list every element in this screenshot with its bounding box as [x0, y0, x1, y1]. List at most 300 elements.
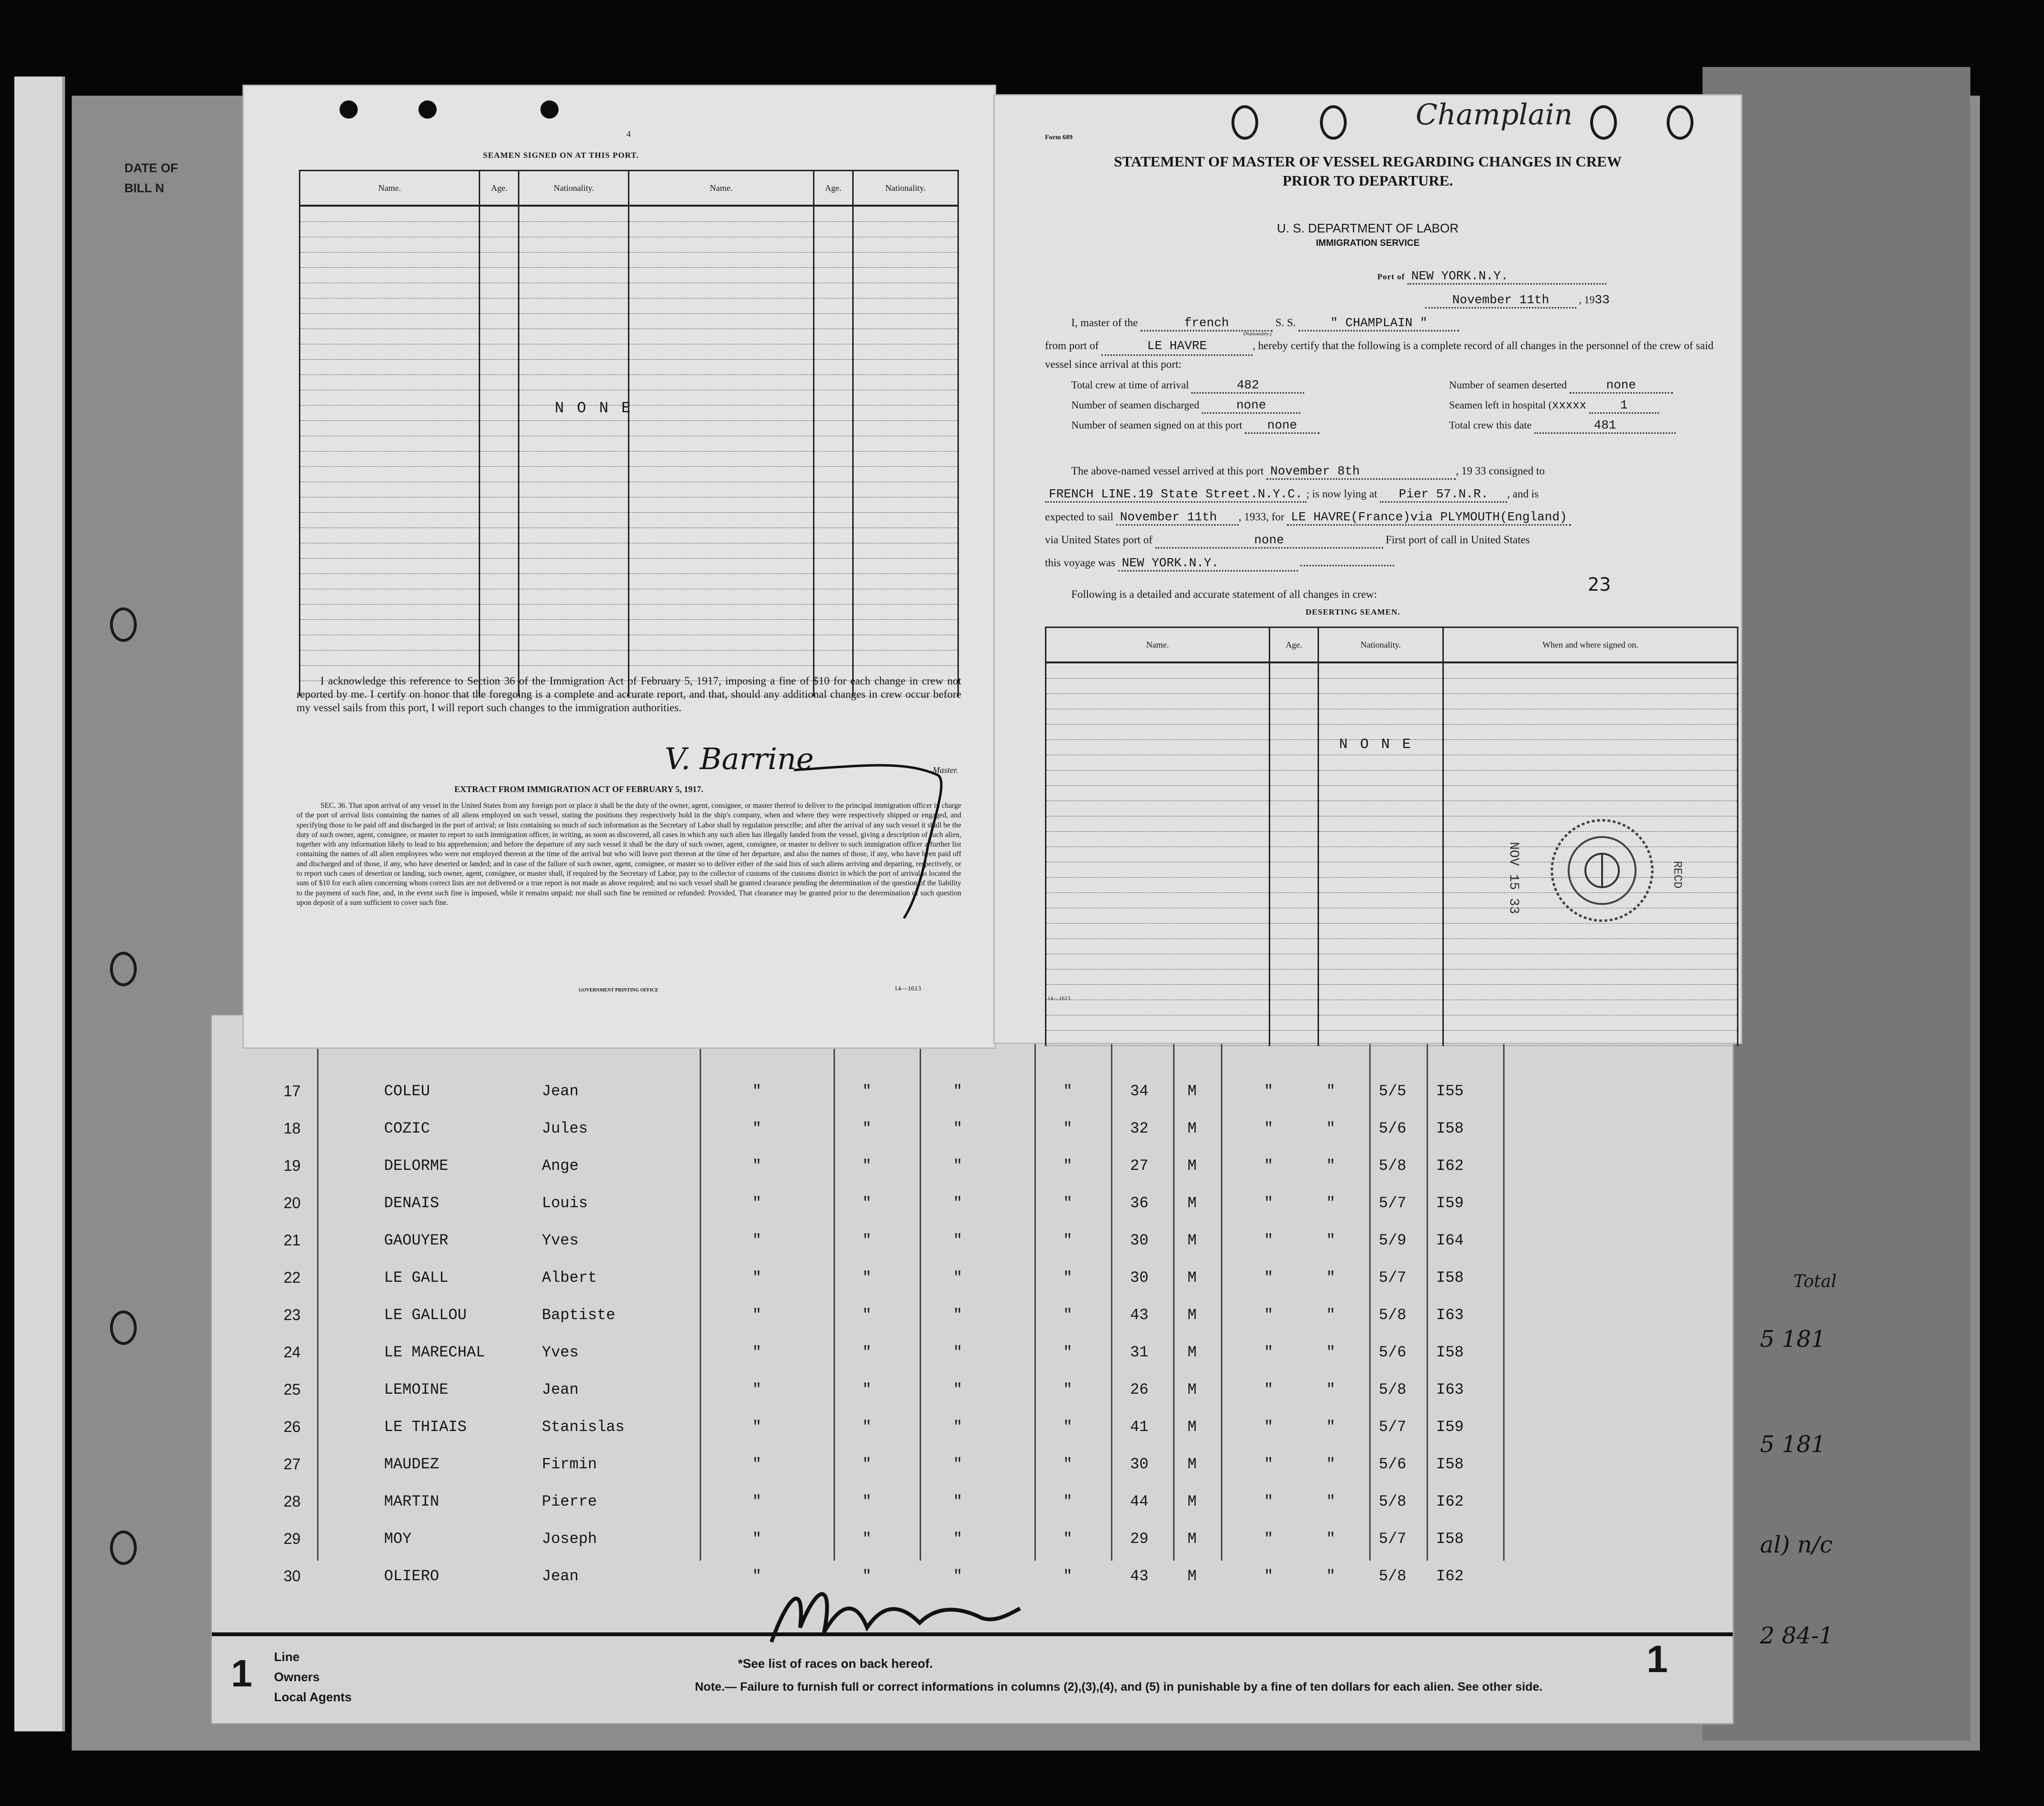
- sex: M: [1187, 1567, 1197, 1585]
- stat-label: Seamen left in hospital (: [1449, 399, 1552, 411]
- ditto-mark: ": [953, 1418, 963, 1436]
- left-header-date: DATE OF: [124, 161, 178, 175]
- ditto-mark: ": [862, 1269, 872, 1287]
- given-name: Ange: [542, 1157, 579, 1175]
- ditto-mark: ": [1264, 1567, 1274, 1585]
- age: 36: [1130, 1194, 1149, 1212]
- line-number: 27: [284, 1455, 301, 1473]
- signed-date: 5/7: [1379, 1530, 1407, 1548]
- code: I55: [1436, 1082, 1464, 1100]
- punch-ring: [1667, 105, 1693, 140]
- ditto-mark: ": [752, 1120, 762, 1137]
- ditto-mark: ": [1063, 1567, 1073, 1585]
- and-is-label: , and is: [1507, 488, 1539, 500]
- form-subtitle: PRIOR TO DEPARTURE.: [1282, 172, 1453, 189]
- destination-value: LE HAVRE(France)via PLYMOUTH(England): [1287, 510, 1571, 526]
- column-header-name: Name.: [1046, 628, 1270, 663]
- signed-date: 5/5: [1379, 1082, 1407, 1100]
- ditto-mark: ": [1326, 1381, 1336, 1399]
- extract-title: EXTRACT FROM IMMIGRATION ACT OF FEBRUARY 5, 1917.: [454, 784, 703, 794]
- code: I62: [1436, 1567, 1464, 1585]
- official-signature: [762, 1570, 1030, 1656]
- nationality-value: french: [1141, 316, 1273, 331]
- following-label: Following is a detailed and accurate statement of all changes in crew:: [1071, 588, 1377, 600]
- nationality-caption: (Nationality.): [1243, 331, 1272, 337]
- stat-struck-text: xxxxx: [1552, 399, 1587, 412]
- line-number: 28: [284, 1493, 301, 1510]
- punch-ring: [110, 607, 137, 642]
- ditto-mark: ": [1326, 1418, 1336, 1436]
- given-name: Albert: [542, 1269, 597, 1287]
- arrival-line: [1071, 464, 1545, 480]
- ditto-mark: ": [752, 1493, 762, 1510]
- footer-rule: [212, 1632, 1733, 1636]
- column-header-age: Age.: [480, 171, 519, 206]
- surname: LE THIAIS: [384, 1418, 467, 1436]
- age: 29: [1130, 1530, 1149, 1548]
- ditto-mark: ": [752, 1269, 762, 1287]
- expected-label: expected to sail: [1045, 511, 1114, 523]
- age: 44: [1130, 1493, 1149, 1510]
- extract-text: SEC. 36. That upon arrival of any vessel in the United States from any foreign port or place it shall be the duty of the owner, agent, consignee, or master thereof to deliver to the principal immigration officer in charge of the port of arrival lists containing the names of all aliens employed on such vessel, stating the positions they respectively hold in the ship's company, when and where they were respectively shipped or engaged, and specifying those to be paid off and discharged in the port of arrival; or lists containing so much of such information as the Secretary of Labor shall by regulation prescribe; and after the arrival of any such vessel it shall be the duty of such owner, agent, consignee, or master to report to such immigration officer, in writing, as soon as discovered, all cases in which any such alien has illegally landed from the vessel, giving a description of such alien, together with any information likely to lead to his apprehension; and before the departure of any such vessel it shall be the duty of such owner, agent, consignee, or master to deliver to such immigration officer a further list containing the names of all alien employees who were not employed thereon at the time of the arrival but who will leave port thereon at the time of her departure, and also the names of those, if any, who have been paid off and discharged and of those, if any, who have deserted or landed; and in case of the failure of such owner, agent, consignee, or master so to deliver either of the said lists of such aliens arriving and departing, respectively, or to report such cases of desertion or landing, such owner, agent, consignee, or master shall, if required by the Secretary of Labor, pay to the collector of customs of the customs district in which the port of arrival is located the sum of $10 for each alien concerning whom correct lists are not delivered or a true report is not made as above required; and no such vessel shall be granted clearance pending the determination of the question of the liability to the payment of such fine, and, in the event such fine is imposed, while it remains unpaid; nor shall such fine be remitted or refunded: Provided, That clearance may be granted prior to the determination of such question upon deposit of a sum sufficient to cover such fine.: [297, 802, 961, 907]
- punch-hole: [418, 100, 437, 119]
- ditto-mark: ": [1063, 1269, 1073, 1287]
- line-number: 19: [284, 1157, 301, 1174]
- master-signature: V. Barrine: [665, 741, 814, 776]
- surname: OLIERO: [384, 1567, 440, 1585]
- statement-of-master-page: [995, 96, 1741, 1043]
- age: 43: [1130, 1567, 1149, 1585]
- ditto-mark: ": [1063, 1306, 1073, 1324]
- ditto-mark: ": [1063, 1232, 1073, 1249]
- surname: COZIC: [384, 1120, 430, 1137]
- consignee-line: [1045, 487, 1538, 503]
- signed-date: 5/9: [1379, 1232, 1407, 1249]
- ditto-mark: ": [1264, 1418, 1274, 1436]
- left-header-bill: BILL N: [124, 181, 165, 195]
- stat-signed-on: [1071, 418, 1319, 434]
- master-label: Master.: [933, 765, 958, 775]
- ditto-mark: ": [953, 1082, 963, 1100]
- table-row: [212, 1222, 1733, 1259]
- line-number: 23: [284, 1306, 301, 1323]
- code: I62: [1436, 1157, 1464, 1175]
- ditto-mark: ": [752, 1157, 762, 1175]
- ditto-mark: ": [953, 1306, 963, 1324]
- page-title: SEAMEN SIGNED ON AT THIS PORT.: [483, 151, 639, 160]
- table-row: [212, 1073, 1733, 1110]
- stat-deserted: [1449, 378, 1673, 394]
- signed-date: 5/8: [1379, 1567, 1407, 1585]
- ditto-mark: ": [1264, 1455, 1274, 1473]
- age: 30: [1130, 1455, 1149, 1473]
- ditto-mark: ": [1326, 1455, 1336, 1473]
- surname: LE GALLOU: [384, 1306, 467, 1324]
- note-prefix: Note.—: [695, 1680, 737, 1694]
- received-stamp-seal: [1545, 813, 1659, 928]
- stat-value: 481: [1534, 418, 1676, 434]
- sail-year: , 1933, for: [1238, 511, 1285, 523]
- page-count: 23: [1588, 574, 1611, 595]
- signed-date: 5/6: [1379, 1120, 1407, 1137]
- form-number: Form 689: [1045, 134, 1073, 141]
- deserting-none-stamp: N O N E: [1339, 737, 1413, 753]
- punch-ring: [110, 952, 137, 986]
- printer-line: GOVERNMENT PRINTING OFFICE: [579, 988, 659, 993]
- left-header: [124, 158, 178, 198]
- stat-label: Total crew this date: [1449, 419, 1532, 431]
- line-number: 29: [284, 1530, 301, 1547]
- stat-label: Total crew at time of arrival: [1071, 379, 1189, 391]
- received-stamp-date: NOV 15 33: [1506, 842, 1521, 914]
- punch-ring: [110, 1310, 137, 1345]
- code: I58: [1436, 1530, 1464, 1548]
- ditto-mark: ": [1264, 1493, 1274, 1510]
- ditto-mark: ": [953, 1232, 963, 1249]
- table-row: [212, 1110, 1733, 1147]
- page-number: 4: [626, 129, 631, 139]
- ditto-mark: ": [1326, 1120, 1336, 1137]
- master-line: [1071, 316, 1459, 331]
- form-code: 14—1613: [894, 985, 921, 992]
- ship-value: " CHAMPLAIN ": [1298, 316, 1459, 331]
- ditto-mark: ": [752, 1082, 762, 1100]
- given-name: Firmin: [542, 1455, 597, 1473]
- column-header-signed-on: When and where signed on.: [1443, 628, 1737, 663]
- ditto-mark: ": [1326, 1567, 1336, 1585]
- column-header-nationality: Nationality.: [519, 171, 629, 206]
- code: I58: [1436, 1120, 1464, 1137]
- pier-value: Pier 57.N.R.: [1380, 487, 1507, 503]
- signed-date: 5/6: [1379, 1343, 1407, 1361]
- date-line: [1425, 293, 1610, 308]
- first-port-label: First port of call in United States: [1385, 534, 1530, 546]
- ditto-mark: ": [1063, 1120, 1073, 1137]
- code: I59: [1436, 1418, 1464, 1436]
- form-code: 14—1613: [1047, 995, 1070, 1002]
- ditto-mark: ": [1264, 1381, 1274, 1399]
- ditto-mark: ": [862, 1157, 872, 1175]
- ditto-mark: ": [1326, 1343, 1336, 1361]
- none-stamp: N O N E: [555, 399, 633, 417]
- ditto-mark: ": [1063, 1157, 1073, 1175]
- ss-label: S. S.: [1275, 317, 1296, 329]
- ditto-mark: ": [862, 1381, 872, 1399]
- margin-total: 5 181: [1760, 1326, 1826, 1353]
- signed-date: 5/7: [1379, 1269, 1407, 1287]
- ditto-mark: ": [752, 1343, 762, 1361]
- ditto-mark: ": [1326, 1306, 1336, 1324]
- ditto-mark: ": [752, 1306, 762, 1324]
- punch-hole: [540, 100, 559, 119]
- line-number: 24: [284, 1343, 301, 1361]
- ditto-mark: ": [1264, 1269, 1274, 1287]
- ditto-mark: ": [1264, 1232, 1274, 1249]
- ditto-mark: ": [1326, 1269, 1336, 1287]
- arrived-year: , 19 33: [1456, 465, 1486, 477]
- sex: M: [1187, 1306, 1197, 1324]
- surname: MARTIN: [384, 1493, 440, 1510]
- ditto-mark: ": [953, 1567, 963, 1585]
- age: 43: [1130, 1306, 1149, 1324]
- voyage-label: this voyage was: [1045, 557, 1115, 569]
- ditto-mark: ": [1326, 1232, 1336, 1249]
- surname: DELORME: [384, 1157, 449, 1175]
- blank-field: [1300, 565, 1394, 566]
- stat-total-date: [1449, 418, 1676, 434]
- ditto-mark: ": [862, 1530, 872, 1548]
- signed-date: 5/6: [1379, 1455, 1407, 1473]
- via-line: [1045, 533, 1530, 549]
- code: I63: [1436, 1381, 1464, 1399]
- year-prefix: , 19: [1579, 294, 1595, 306]
- footer-note: [695, 1680, 1542, 1694]
- stat-value: none: [1570, 378, 1673, 394]
- given-name: Baptiste: [542, 1306, 615, 1324]
- given-name: Louis: [542, 1194, 588, 1212]
- seamen-signed-on-table: [299, 170, 959, 696]
- ditto-mark: ": [752, 1455, 762, 1473]
- consigned-label: consigned to: [1489, 465, 1545, 477]
- ditto-mark: ": [862, 1194, 872, 1212]
- races-note: *See list of races on back hereof.: [738, 1656, 933, 1671]
- stat-value: 482: [1191, 378, 1304, 394]
- ditto-mark: ": [1063, 1418, 1073, 1436]
- table-row: [212, 1259, 1733, 1297]
- ditto-mark: ": [752, 1567, 762, 1585]
- ditto-mark: ": [953, 1269, 963, 1287]
- ditto-mark: ": [1264, 1082, 1274, 1100]
- line-number: 30: [284, 1567, 301, 1585]
- ditto-mark: ": [1063, 1455, 1073, 1473]
- crew-list-sheet: [210, 1014, 1734, 1725]
- arrived-value: November 8th: [1266, 464, 1456, 480]
- sex: M: [1187, 1343, 1197, 1361]
- sex: M: [1187, 1418, 1197, 1436]
- ditto-mark: ": [752, 1418, 762, 1436]
- from-port-label: from port of: [1045, 340, 1099, 352]
- table-row: [212, 1297, 1733, 1334]
- given-name: Stanislas: [542, 1418, 625, 1436]
- received-stamp-label: RECD: [1670, 861, 1683, 889]
- voyage-value: NEW YORK.N.Y.: [1118, 556, 1298, 572]
- binding-strip: [14, 77, 65, 1731]
- ditto-mark: ": [862, 1343, 872, 1361]
- age: 31: [1130, 1343, 1149, 1361]
- punch-ring: [1320, 105, 1347, 140]
- ditto-mark: ": [862, 1493, 872, 1510]
- footer-owners-label: Owners: [274, 1670, 320, 1684]
- signed-date: 5/7: [1379, 1418, 1407, 1436]
- via-label: via United States port of: [1045, 534, 1153, 546]
- punch-ring: [1590, 105, 1617, 140]
- surname: LE MARECHAL: [384, 1343, 485, 1361]
- sex: M: [1187, 1120, 1197, 1137]
- column-header-name: Name.: [629, 171, 813, 206]
- age: 34: [1130, 1082, 1149, 1100]
- stat-value: none: [1202, 398, 1300, 414]
- line-number: 18: [284, 1120, 301, 1137]
- sheet-number-left: 1: [231, 1652, 253, 1695]
- code: I58: [1436, 1269, 1464, 1287]
- table-row: [212, 1520, 1733, 1558]
- stat-label: Number of seamen signed on at this port: [1071, 419, 1242, 431]
- acknowledgement-text: I acknowledge this reference to Section 36 of the Immigration Act of February 5, 1917, imposing a fine of $10 for each change in crew not reported by me. I certify on honor that the foregoing is a complete and accurate report, and that, should any additional changes in crew occur before my vessel sails from this port, I will report such changes to the immigration authorities.: [297, 675, 961, 714]
- surname: LE GALL: [384, 1269, 449, 1287]
- column-header-name: Name.: [300, 171, 480, 206]
- ditto-mark: ": [1063, 1194, 1073, 1212]
- from-port-value: LE HAVRE: [1101, 337, 1253, 356]
- ditto-mark: ": [953, 1343, 963, 1361]
- signed-date: 5/7: [1379, 1194, 1407, 1212]
- given-name: Jean: [542, 1082, 579, 1100]
- sex: M: [1187, 1082, 1197, 1100]
- line-number: 26: [284, 1418, 301, 1435]
- deserting-title: DESERTING SEAMEN.: [1306, 607, 1400, 617]
- sail-date-value: November 11th: [1116, 510, 1239, 526]
- line-number: 20: [284, 1194, 301, 1211]
- stat-label: Number of seamen deserted: [1449, 379, 1567, 391]
- column-header-nationality: Nationality.: [1319, 628, 1443, 663]
- code: I64: [1436, 1232, 1464, 1249]
- ditto-mark: ": [1264, 1120, 1274, 1137]
- table-row: [212, 1409, 1733, 1446]
- ditto-mark: ": [953, 1194, 963, 1212]
- handwritten-ship-name: Champlain: [1416, 98, 1573, 132]
- ditto-mark: ": [1264, 1157, 1274, 1175]
- punch-ring: [1231, 105, 1258, 140]
- ditto-mark: ": [1063, 1381, 1073, 1399]
- given-name: Joseph: [542, 1530, 597, 1548]
- ditto-mark: ": [1264, 1306, 1274, 1324]
- signed-date: 5/8: [1379, 1306, 1407, 1324]
- stat-value: 1: [1589, 398, 1659, 414]
- surname: DENAIS: [384, 1194, 440, 1212]
- lying-label: ; is now lying at: [1306, 488, 1377, 500]
- ditto-mark: ": [1063, 1343, 1073, 1361]
- surname: LEMOINE: [384, 1381, 449, 1399]
- table-row: [212, 1371, 1733, 1409]
- arrived-label: The above-named vessel arrived at this port: [1071, 465, 1264, 477]
- signed-date: 5/8: [1379, 1381, 1407, 1399]
- given-name: Pierre: [542, 1493, 597, 1510]
- signed-date: 5/8: [1379, 1157, 1407, 1175]
- ditto-mark: ": [1063, 1530, 1073, 1548]
- footer-agents-label: Local Agents: [274, 1690, 352, 1704]
- ditto-mark: ": [752, 1194, 762, 1212]
- ditto-mark: ": [1063, 1082, 1073, 1100]
- port-value: NEW YORK.N.Y.: [1407, 269, 1606, 285]
- footer-labels: [274, 1647, 352, 1707]
- given-name: Jules: [542, 1120, 588, 1137]
- ditto-mark: ": [862, 1567, 872, 1585]
- line-number: 17: [284, 1082, 301, 1100]
- ditto-mark: ": [862, 1120, 872, 1137]
- certify-text: , hereby certify that the following is a complete record of all changes in the personnel of the crew of said vessel since arrival at this port:: [1045, 340, 1714, 370]
- code: I58: [1436, 1343, 1464, 1361]
- seamen-signed-on-page: [244, 86, 995, 1047]
- ditto-mark: ": [953, 1120, 963, 1137]
- via-value: none: [1155, 533, 1383, 549]
- table-row: [212, 1147, 1733, 1185]
- voyage-line: [1045, 556, 1394, 572]
- ditto-mark: ": [752, 1530, 762, 1548]
- from-port-paragraph: [1045, 337, 1734, 373]
- punch-hole: [340, 100, 358, 119]
- ditto-mark: ": [1326, 1493, 1336, 1510]
- port-label: Port of: [1377, 272, 1405, 281]
- stat-hospital: [1449, 398, 1659, 414]
- table-row: [212, 1185, 1733, 1222]
- ditto-mark: ": [862, 1082, 872, 1100]
- code: I58: [1436, 1455, 1464, 1473]
- date-value: November 11th: [1425, 293, 1576, 308]
- ditto-mark: ": [953, 1493, 963, 1510]
- sex: M: [1187, 1381, 1197, 1399]
- note-text: Failure to furnish full or correct informations in columns (2),(3),(4), and (5) in punishable by a fine of ten dollars for each alien. See other side.: [740, 1680, 1543, 1694]
- ditto-mark: ": [953, 1455, 963, 1473]
- sex: M: [1187, 1455, 1197, 1473]
- stat-label: Number of seamen discharged: [1071, 399, 1199, 411]
- ditto-mark: ": [953, 1530, 963, 1548]
- consignee-value: FRENCH LINE.19 State Street.N.Y.C.: [1045, 487, 1307, 503]
- table-row: [212, 1483, 1733, 1520]
- line-number: 22: [284, 1269, 301, 1286]
- sex: M: [1187, 1269, 1197, 1287]
- age: 30: [1130, 1269, 1149, 1287]
- age: 41: [1130, 1418, 1149, 1436]
- age: 27: [1130, 1157, 1149, 1175]
- ditto-mark: ": [862, 1306, 872, 1324]
- ditto-mark: ": [953, 1381, 963, 1399]
- margin-total-label: Total: [1793, 1272, 1837, 1291]
- stat-total-arrival: [1071, 378, 1304, 394]
- margin-total: al) n/c: [1760, 1531, 1833, 1558]
- given-name: Jean: [542, 1567, 579, 1585]
- given-name: Jean: [542, 1381, 579, 1399]
- column-header-age: Age.: [1269, 628, 1318, 663]
- margin-total: 5 181: [1760, 1431, 1826, 1458]
- age: 30: [1130, 1232, 1149, 1249]
- sex: M: [1187, 1493, 1197, 1510]
- sex: M: [1187, 1157, 1197, 1175]
- year-suffix: 33: [1594, 293, 1610, 307]
- ditto-mark: ": [862, 1232, 872, 1249]
- line-number: 21: [284, 1232, 301, 1249]
- surname: GAOUYER: [384, 1232, 449, 1249]
- ditto-mark: ": [752, 1232, 762, 1249]
- column-header-age: Age.: [813, 171, 853, 206]
- port-line: [1377, 269, 1606, 285]
- footer-line-label: Line: [274, 1650, 300, 1664]
- sheet-number-right: 1: [1647, 1638, 1668, 1680]
- ditto-mark: ": [1264, 1194, 1274, 1212]
- column-header-nationality: Nationality.: [853, 171, 958, 206]
- ditto-mark: ": [1326, 1530, 1336, 1548]
- sex: M: [1187, 1232, 1197, 1249]
- surname: COLEU: [384, 1082, 430, 1100]
- surname: MAUDEZ: [384, 1455, 440, 1473]
- ditto-mark: ": [953, 1157, 963, 1175]
- table-row: [212, 1334, 1733, 1371]
- ditto-mark: ": [1264, 1530, 1274, 1548]
- form-title: STATEMENT OF MASTER OF VESSEL REGARDING CHANGES IN CREW: [1114, 153, 1622, 170]
- age: 32: [1130, 1120, 1149, 1137]
- margin-total: 2 84-1: [1760, 1622, 1834, 1649]
- line-number: 25: [284, 1381, 301, 1398]
- ditto-mark: ": [1326, 1157, 1336, 1175]
- table-row: [212, 1446, 1733, 1483]
